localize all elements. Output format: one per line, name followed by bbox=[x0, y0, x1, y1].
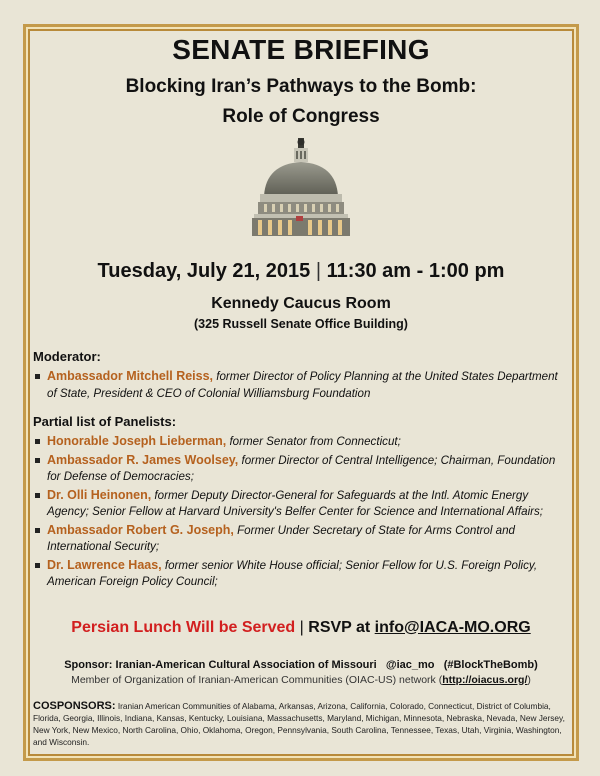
capitol-dome-icon bbox=[242, 138, 360, 238]
panelist-desc: former Director of Central Intelligence; Chairman, Foundation for Defense of Democracies; bbox=[47, 453, 556, 483]
page-title: SENATE BRIEFING bbox=[172, 34, 430, 65]
flyer-content bbox=[33, 30, 569, 748]
panelist-name: Dr. Lawrence Haas, bbox=[47, 557, 162, 572]
event-datetime bbox=[33, 260, 569, 283]
moderator-heading: Moderator: bbox=[33, 349, 101, 364]
rsvp-label: RSVP at bbox=[308, 618, 375, 636]
member-line bbox=[33, 674, 569, 686]
member-text: Member of Organization of Iranian-American Communities (OIAC-US) network ( bbox=[71, 673, 443, 686]
oiacus-link[interactable]: http://oiacus.org/ bbox=[442, 673, 528, 686]
subtitle bbox=[33, 72, 569, 132]
moderator-desc: former Director of Policy Planning at the United States Department of State, President & CEO of Colonial Williamsburg Foundation bbox=[47, 370, 558, 400]
moderator-name: Ambassador Mitchell Reiss, bbox=[47, 369, 214, 383]
list-item bbox=[33, 522, 569, 556]
list-item bbox=[33, 368, 569, 402]
rsvp-email-link[interactable]: info@IACA-MO.ORG bbox=[374, 618, 531, 636]
panelist-desc: former senior White House official; Senior Fellow for U.S. Foreign Policy, American Foreign Policy Council; bbox=[47, 558, 538, 588]
event-time: 11:30 am - 1:00 pm bbox=[326, 260, 505, 282]
list-item bbox=[33, 433, 569, 451]
separator: | bbox=[299, 618, 304, 636]
panelist-desc: former Deputy Director-General for Safeguards at the Intl. Atomic Energy Agency; Senior Fellow at Harvard University's Belfer Center for Science and International Affairs; bbox=[47, 488, 544, 518]
lunch-notice: Persian Lunch Will be Served bbox=[71, 618, 296, 636]
event-room: Kennedy Caucus Room bbox=[211, 295, 391, 312]
panelist-desc: Former Under Secretary of State for Arms Control and International Security; bbox=[47, 523, 516, 553]
cosponsors bbox=[33, 700, 569, 748]
sponsor-line: Sponsor: Iranian-American Cultural Association of Missouri @iac_mo (#BlockTheBomb) bbox=[64, 658, 538, 671]
list-item bbox=[33, 557, 569, 591]
rsvp-line bbox=[33, 619, 569, 637]
member-end: ) bbox=[527, 673, 531, 686]
subtitle-line-1: Blocking Iran’s Pathways to the Bomb: bbox=[125, 76, 477, 97]
panelist-name: Ambassador Robert G. Joseph, bbox=[47, 522, 234, 537]
panelist-desc: former Senator from Connecticut; bbox=[226, 435, 401, 448]
moderator-list bbox=[33, 368, 569, 402]
panelist-name: Ambassador R. James Woolsey, bbox=[47, 452, 239, 467]
event-address: (325 Russell Senate Office Building) bbox=[194, 317, 408, 331]
panelist-name: Honorable Joseph Lieberman, bbox=[47, 434, 227, 448]
separator: | bbox=[315, 260, 322, 282]
panelists-heading: Partial list of Panelists: bbox=[33, 414, 177, 429]
panelist-name: Dr. Olli Heinonen, bbox=[47, 487, 152, 502]
cosponsors-text: Iranian American Communities of Alabama, Arkansas, Arizona, California, Colorado, Connecticut, District of Columbia, Florida, Georgia, Illinois, Indiana, Kansas, Kentucky, Louisiana, Massachusetts, Maryland, Michigan, Minnesota, Nebraska, Nevada, New Jersey, New York, New Mexico, North Carolina, Ohio, Oklahoma, Oregon, Pennsylvania, South Carolina, Tennessee, Texas, Utah, Virginia, Washington, and Wisconsin. bbox=[33, 700, 565, 747]
event-date: Tuesday, July 21, 2015 bbox=[97, 260, 311, 282]
panelists-list bbox=[33, 433, 569, 591]
cosponsors-label: COSPONSORS: bbox=[33, 699, 116, 712]
subtitle-line-2: Role of Congress bbox=[222, 106, 380, 127]
list-item bbox=[33, 487, 569, 521]
list-item bbox=[33, 452, 569, 486]
